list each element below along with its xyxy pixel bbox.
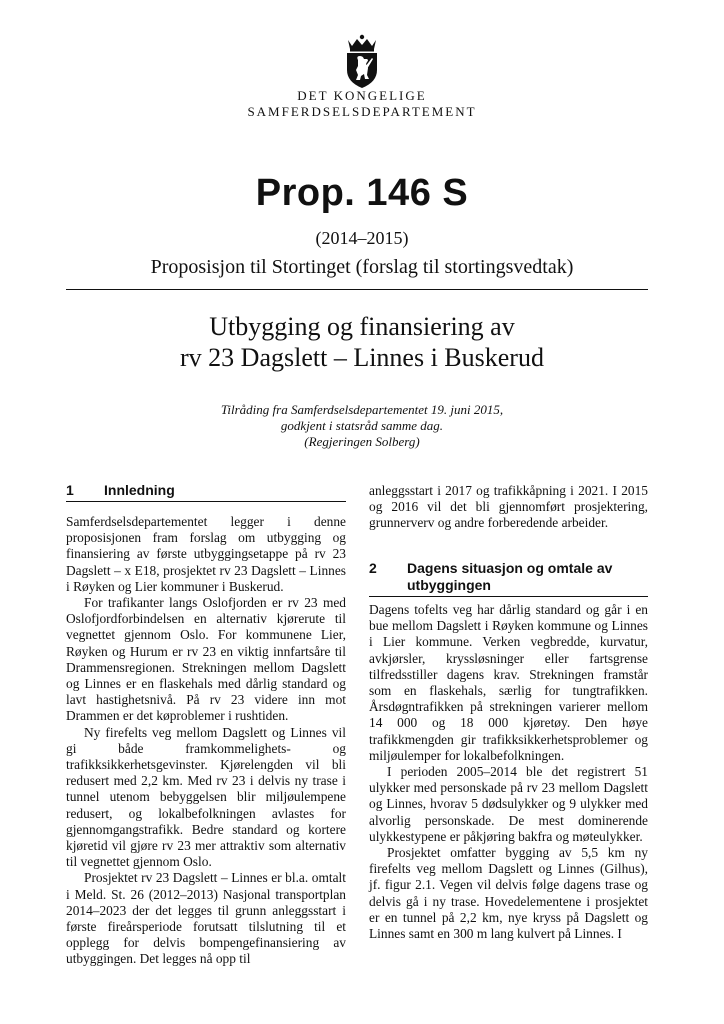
right-column [369,602,648,942]
approval-line3: (Regjeringen Solberg) [304,434,420,449]
paragraph: For trafikanter langs Oslofjorden er rv 23 med Oslofjordforbindelsen en alternativ kjørerute til vegnettet gjennom Oslo. For kommunene Lier, Røyken og Hurum er rv 23 en viktig innfartsåre til Drammensregionen. Strekningen mellom Dagslett og Linnes er en flaskehals med dårlig standard og lavt hastighetsnivå. På rv 23 videre inn mot Drammen er det køproblemer i rushtiden. [66,595,346,724]
document-title-line1: Utbygging og finansiering av [209,312,515,341]
section-2-title: Dagens situasjon og omtale av utbyggingen [407,560,613,593]
left-column [66,514,346,968]
section-1-number: 1 [66,482,74,498]
right-column-continuation [369,483,648,532]
section-1-rule [66,501,346,502]
paragraph: Samferdselsdepartementet legger i denne proposisjonen fram forslag om utbygging og finansiering av første utbyggingsetappe på rv 23 Dagslett – x E18, prosjektet rv 23 Dagslett – Linnes i Røyken og Lier kommuner i Buskerud. [66,514,346,594]
proposition-subtitle: Proposisjon til Stortinget (forslag til stortingsvedtak) [150,256,574,278]
coat-of-arms-icon [334,34,390,90]
section-1-heading [66,482,346,500]
paragraph: anleggsstart i 2017 og trafikkåpning i 2021. I 2015 og 2016 vil det bli gjennomført prosjektering, grunnerverv og andre forberedende arbeider. [369,483,648,531]
approval-line1: Tilråding fra Samferdselsdepartementet 19. juni 2015, [220,402,504,417]
paragraph: Ny firefelts veg mellom Dagslett og Linnes vil gi både framkommelighets- og trafikksikkerhetsgevinster. Kjørelengden vil bli redusert med 2,2 km. Med rv 23 i delvis ny trase i tunnel utenom bebyggelsen blir miljøulempene redusert, og lokalbefolkningen avlastes for gjennomgangstrafikk. Bedre standard og kortere kjøretid vil gjøre rv 23 mer attraktiv som alternativ til vegnettet gjennom Oslo. [66,724,346,870]
section-2-heading [369,560,648,596]
section-1-title: Innledning [104,482,175,498]
department-name-line1: DET KONGELIGE [297,88,427,103]
proposition-title: Prop. 146 S [255,172,469,214]
paragraph: Prosjektet omfatter bygging av 5,5 km ny firefelts veg mellom Dagslett og Linnes (Gilhus), jf. figur 2.1. Vegen vil delvis følge dagens trase og delvis gå i ny trase. Hovedelementene i prosjektet er en tunnel på 2,2 km, nye kryss på Dagslett og Linnes samt en 300 m lang kulvert på Linnes. I [369,845,648,942]
section-2-rule [369,596,648,597]
department-name-line2: SAMFERDSELSDEPARTEMENT [247,104,477,119]
title-divider [66,289,648,290]
paragraph: I perioden 2005–2014 ble det registrert 51 ulykker med personskade på rv 23 mellom Dagslett og Linnes, hvorav 5 dødsulykker og 9 ulykker med alvorlig personskade. De mest dominerende ulykkestypene er påkjøring bakfra og møteulykker. [369,764,648,844]
document-title-line2: rv 23 Dagslett – Linnes i Buskerud [180,343,544,372]
approval-line2: godkjent i statsråd samme dag. [280,418,444,433]
session-years: (2014–2015) [315,228,409,248]
paragraph: Prosjektet rv 23 Dagslett – Linnes er bl.a. omtalt i Meld. St. 26 (2012–2013) Nasjonal transportplan 2014–2023 der det legges til grunn anleggsstart i første fireårsperiode forutsatt tilslutning til et opplegg for delvis bompengefinansiering av utbyggingen. Det legges nå opp til [66,870,346,967]
section-2-number: 2 [369,560,377,576]
paragraph: Dagens tofelts veg har dårlig standard og går i en bue mellom Dagslett i Røyken kommune og Linnes i Lier kommune. Verken vegbredde, kurvatur, avkjørsler, kryssløsninger eller fartsgrense tilfredsstiller dagens krav. Strekningen framstår som en flaskehals, særlig for tungtrafikken. Årsdøgntrafikken på strekningen varierer mellom 14 000 og 18 000 kjøretøy. Den høye trafikkmengden gir trafikksikkerhetsproblemer og miljøulemper for lokalbefolkningen. [369,602,648,763]
